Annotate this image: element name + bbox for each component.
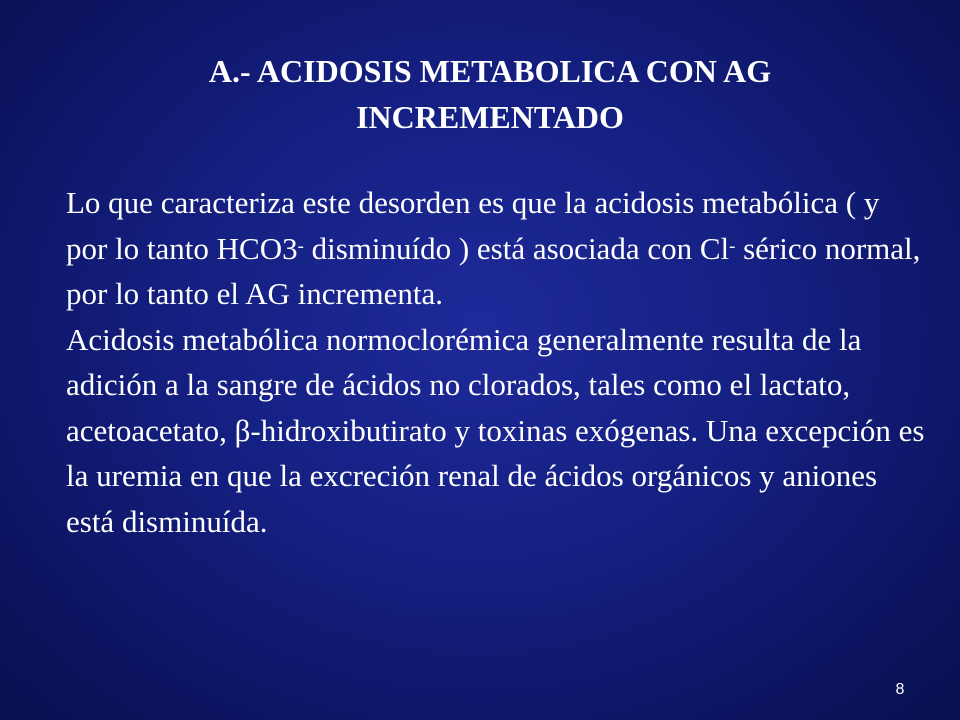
page-number: 8	[895, 681, 905, 698]
slide-title-line-1: A.- ACIDOSIS METABOLICA CON AG	[208, 53, 772, 89]
paragraph-1	[66, 180, 926, 317]
superscript-minus-hco3: -	[297, 236, 304, 257]
superscript-minus-cl: -	[729, 236, 736, 257]
paragraph-1-text-c: sérico normal, por lo tanto el AG incrementa.	[66, 230, 921, 311]
slide-body	[66, 180, 926, 544]
paragraph-2: Acidosis metabólica normoclorémica generalmente resulta de la adición a la sangre de ácidos no clorados, tales como el lactato, acetoacetato, β-hidroxibutirato y toxinas exógenas. Una excepción es la uremia en que la excreción renal de ácidos orgánicos y aniones está disminuída.	[66, 321, 925, 539]
paragraph-1-text-b: disminuído ) está asociada con Cl	[303, 230, 730, 266]
slide-title	[0, 48, 960, 140]
slide-title-line-2: INCREMENTADO	[356, 99, 624, 135]
paragraph-1-text-a: Lo que caracteriza este desorden es que la acidosis metabólica ( y por lo tanto HCO3	[66, 185, 880, 266]
